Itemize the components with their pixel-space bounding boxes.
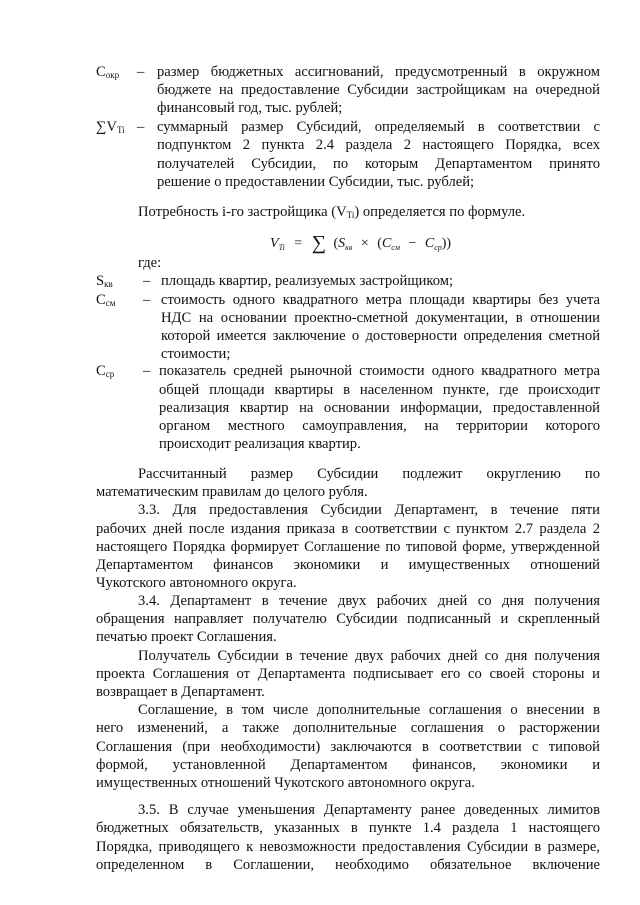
definition-line: площадь квартир, реализуемых застройщиком; <box>161 273 454 289</box>
definition-line: размер бюджетных ассигнований, предусмотренный в окружном <box>157 64 600 80</box>
definition-line: НДС на основании проектно-сметной документации, в отношении <box>161 310 600 326</box>
paragraph-line: возвращает в Департамент. <box>96 684 265 700</box>
definition-line: реализация квартир на основании информации, предоставленной <box>159 400 600 416</box>
paragraph-line: Порядка, приводящего к невозможности предоставления Субсидии в размере, <box>96 839 600 855</box>
paragraph-line: бюджетных обязательств, указанных в пункте 1.4 раздела 1 настоящего <box>96 820 600 836</box>
definition-line: показатель средней рыночной стоимости одного квадратного метра <box>159 363 600 379</box>
symbol-c-okr: $C_{окр}$ <box>96 64 120 80</box>
paragraph-line: него изменений, а также дополнительные соглашения о расторжении <box>96 720 600 736</box>
paragraph-line: имущественных отношений Чукотского автономного округа. <box>96 775 475 791</box>
definition-dash: – <box>143 292 151 308</box>
definition-line: стоимость одного квадратного метра площади квартиры без учета <box>161 292 600 308</box>
definition-dash: – <box>137 119 145 135</box>
definition-dash: – <box>143 363 151 379</box>
paragraph-line: формой, установленной Департаментом финансов, экономики и <box>96 757 600 773</box>
paragraph-line: 3.4. Департамент в течение двух рабочих дней со дня получения <box>138 593 600 609</box>
paragraph-line: обращения направляет получателю Субсидии подписанный и скрепленный <box>96 611 600 627</box>
paragraph-line: математическим правилам до целого рубля. <box>96 484 368 500</box>
definition-line: подпунктом 2 пункта 2.4 раздела 2 настоящего Порядка, всех <box>157 137 600 153</box>
where-label: где: <box>138 255 162 271</box>
definition-line: органом местного самоуправления, на территории которого <box>159 418 600 434</box>
paragraph-line: Соглашение, в том числе дополнительные соглашения о внесении в <box>138 702 600 718</box>
symbol-sum-v-ti: $\sum V_{Ti}$ <box>96 119 125 135</box>
symbol-c-sm: $C_{см}$ <box>96 292 116 308</box>
definition-line: стоимости; <box>161 346 231 362</box>
paragraph-line: рабочих дней после издания приказа в соответствии с пунктом 2.7 раздела 2 <box>96 521 600 537</box>
paragraph-line: Чукотского автономного округа. <box>96 575 297 591</box>
paragraph-line: печатью проект Соглашения. <box>96 629 277 645</box>
paragraph-line: 3.5. В случае уменьшения Департаменту ранее доведенных лимитов <box>138 802 600 818</box>
definition-dash: – <box>143 273 151 289</box>
paragraph-line: 3.3. Для предоставления Субсидии Департамент, в течение пяти <box>138 502 600 518</box>
definition-line: получателей Субсидии, по которым Департаментом принято <box>157 156 600 172</box>
symbol-s-kv: $S_{кв}$ <box>96 273 113 289</box>
definition-line: суммарный размер Субсидий, определяемый в соответствии с <box>157 119 600 135</box>
definition-line: происходит реализация квартир. <box>159 436 361 452</box>
paragraph-line: Соглашения (при необходимости) заключаются в соответствии с типовой <box>96 739 600 755</box>
formula: $V_{Ti}$ = ∑ $(S_{кв} \times (C_{см} - C_{ср}))$ <box>270 232 452 254</box>
paragraph-line: Департаментом финансов экономики и имущественных отношений <box>96 557 600 573</box>
paragraph-line: Рассчитанный размер Субсидии подлежит округлению по <box>138 466 600 482</box>
paragraph-line: настоящего Порядка формирует Соглашение по типовой форме, утвержденной <box>96 539 600 555</box>
definition-line: которой имеется заключение о достоверности определения сметной <box>161 328 600 344</box>
paragraph-line: определенном в Соглашении, необходимо обязательное включение <box>96 857 600 873</box>
definition-line: бюджете на предоставление Субсидии застройщикам на очередной <box>157 82 600 98</box>
definition-dash: – <box>137 64 145 80</box>
paragraph-line: проекта Соглашения от Департамента подписывает его со своей стороны и <box>96 666 600 682</box>
definition-line: финансовый год, тыс. рублей; <box>157 100 343 116</box>
need-sentence: Потребность i-го застройщика $(V_{Ti})$ определяется по формуле. <box>138 204 526 220</box>
symbol-c-sr: $C_{ср}$ <box>96 363 115 379</box>
definition-line: решение о предоставлении Субсидии, тыс. рублей; <box>157 174 475 190</box>
paragraph-line: Получатель Субсидии в течение двух рабочих дней со дня получения <box>138 648 600 664</box>
definition-line: общей площади квартиры в населенном пункте, где происходит <box>159 382 600 398</box>
